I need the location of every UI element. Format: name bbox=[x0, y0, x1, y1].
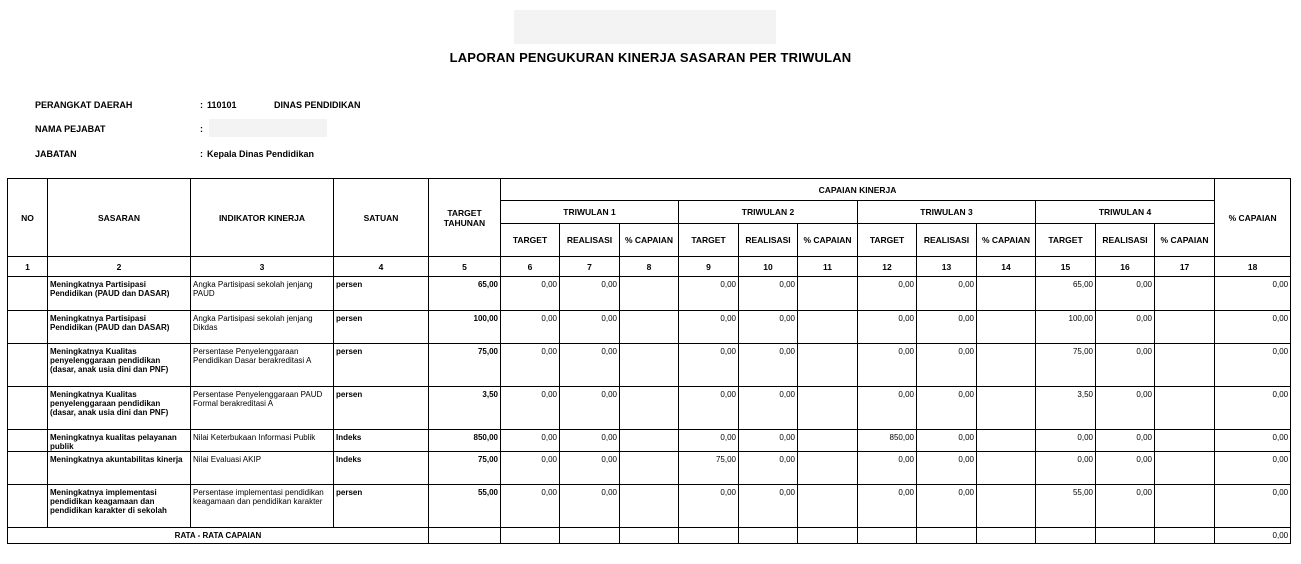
empty-cell bbox=[679, 528, 739, 544]
header-quarter: TRIWULAN 2 bbox=[679, 201, 858, 224]
table-row bbox=[8, 277, 1291, 311]
empty-cell bbox=[798, 528, 858, 544]
cell-target: 0,00 bbox=[501, 430, 560, 452]
cell-indikator: Nilai Keterbukaan Informasi Publik bbox=[191, 430, 334, 452]
header-target-tahunan: TARGET TAHUNAN bbox=[429, 179, 501, 257]
cell-pct-capaian bbox=[977, 387, 1036, 430]
header-target: TARGET bbox=[501, 224, 560, 257]
column-number: 15 bbox=[1036, 257, 1096, 277]
cell-pct-capaian bbox=[620, 311, 679, 344]
info-label: NAMA PEJABAT bbox=[35, 124, 106, 134]
cell-pct-capaian bbox=[798, 311, 858, 344]
cell-target: 0,00 bbox=[501, 452, 560, 485]
cell-realisasi: 0,00 bbox=[560, 344, 620, 387]
cell-target: 0,00 bbox=[679, 430, 739, 452]
cell-realisasi: 0,00 bbox=[917, 485, 977, 528]
column-number: 18 bbox=[1215, 257, 1291, 277]
cell-pct-capaian bbox=[798, 387, 858, 430]
cell-realisasi: 0,00 bbox=[917, 387, 977, 430]
cell-target: 850,00 bbox=[858, 430, 917, 452]
cell-no bbox=[8, 277, 48, 311]
cell-pct-capaian bbox=[977, 430, 1036, 452]
cell-realisasi: 0,00 bbox=[1096, 452, 1155, 485]
cell-realisasi: 0,00 bbox=[560, 277, 620, 311]
header-realisasi: REALISASI bbox=[560, 224, 620, 257]
cell-satuan: persen bbox=[334, 387, 429, 430]
header-realisasi: REALISASI bbox=[1096, 224, 1155, 257]
header-pct-capaian: % CAPAIAN bbox=[620, 224, 679, 257]
cell-satuan: Indeks bbox=[334, 430, 429, 452]
cell-target-tahunan: 850,00 bbox=[429, 430, 501, 452]
column-number: 16 bbox=[1096, 257, 1155, 277]
header-target: TARGET bbox=[858, 224, 917, 257]
cell-realisasi: 0,00 bbox=[917, 452, 977, 485]
cell-pct-capaian bbox=[620, 344, 679, 387]
cell-pct-capaian bbox=[977, 485, 1036, 528]
column-number: 3 bbox=[191, 257, 334, 277]
cell-satuan: persen bbox=[334, 344, 429, 387]
cell-pct-capaian bbox=[1155, 430, 1215, 452]
cell-target: 0,00 bbox=[679, 311, 739, 344]
cell-indikator: Persentase Penyelenggaraan Pendidikan Dasar berakreditasi A bbox=[191, 344, 334, 387]
info-colon: : bbox=[200, 100, 203, 110]
cell-realisasi: 0,00 bbox=[739, 485, 798, 528]
cell-satuan: Indeks bbox=[334, 452, 429, 485]
header-no: NO bbox=[8, 179, 48, 257]
cell-target: 0,00 bbox=[858, 387, 917, 430]
cell-no bbox=[8, 485, 48, 528]
cell-capaian: 0,00 bbox=[1215, 452, 1291, 485]
perangkat-code: 110101 bbox=[207, 100, 237, 110]
cell-target-tahunan: 75,00 bbox=[429, 344, 501, 387]
cell-realisasi: 0,00 bbox=[1096, 485, 1155, 528]
cell-target-tahunan: 55,00 bbox=[429, 485, 501, 528]
table-row bbox=[8, 387, 1291, 430]
cell-capaian: 0,00 bbox=[1215, 311, 1291, 344]
column-number: 13 bbox=[917, 257, 977, 277]
cell-sasaran: Meningkatnya Kualitas penyelenggaraan pendidikan (dasar, anak usia dini dan PNF) bbox=[48, 387, 191, 430]
cell-realisasi: 0,00 bbox=[1096, 311, 1155, 344]
cell-target-tahunan: 100,00 bbox=[429, 311, 501, 344]
cell-capaian: 0,00 bbox=[1215, 344, 1291, 387]
cell-realisasi: 0,00 bbox=[560, 485, 620, 528]
cell-realisasi: 0,00 bbox=[560, 430, 620, 452]
cell-pct-capaian bbox=[977, 452, 1036, 485]
cell-realisasi: 0,00 bbox=[739, 277, 798, 311]
table-row bbox=[8, 344, 1291, 387]
column-number: 1 bbox=[8, 257, 48, 277]
cell-target: 75,00 bbox=[679, 452, 739, 485]
table-row bbox=[8, 452, 1291, 485]
empty-cell bbox=[1155, 528, 1215, 544]
cell-realisasi: 0,00 bbox=[1096, 387, 1155, 430]
cell-pct-capaian bbox=[620, 387, 679, 430]
cell-realisasi: 0,00 bbox=[560, 452, 620, 485]
cell-sasaran: Meningkatnya Partisipasi Pendidikan (PAUD dan DASAR) bbox=[48, 311, 191, 344]
column-number: 4 bbox=[334, 257, 429, 277]
cell-pct-capaian bbox=[977, 277, 1036, 311]
cell-target: 0,00 bbox=[858, 311, 917, 344]
cell-pct-capaian bbox=[1155, 452, 1215, 485]
cell-realisasi: 0,00 bbox=[1096, 430, 1155, 452]
header-redacted-block bbox=[514, 10, 776, 44]
cell-pct-capaian bbox=[798, 452, 858, 485]
info-label: PERANGKAT DAERAH bbox=[35, 100, 133, 110]
cell-target: 75,00 bbox=[1036, 344, 1096, 387]
header-pct-capaian: % CAPAIAN bbox=[798, 224, 858, 257]
empty-cell bbox=[501, 528, 560, 544]
cell-target: 100,00 bbox=[1036, 311, 1096, 344]
kinerja-table bbox=[7, 178, 1291, 544]
cell-target-tahunan: 65,00 bbox=[429, 277, 501, 311]
cell-target: 3,50 bbox=[1036, 387, 1096, 430]
column-number: 17 bbox=[1155, 257, 1215, 277]
cell-target: 0,00 bbox=[679, 387, 739, 430]
cell-target: 0,00 bbox=[1036, 430, 1096, 452]
cell-satuan: persen bbox=[334, 311, 429, 344]
header-capaian-kinerja: CAPAIAN KINERJA bbox=[501, 179, 1215, 201]
perangkat-name: DINAS PENDIDIKAN bbox=[274, 100, 361, 110]
cell-target: 0,00 bbox=[858, 344, 917, 387]
cell-realisasi: 0,00 bbox=[739, 311, 798, 344]
cell-target: 0,00 bbox=[501, 277, 560, 311]
cell-capaian: 0,00 bbox=[1215, 277, 1291, 311]
header-sasaran: SASARAN bbox=[48, 179, 191, 257]
cell-realisasi: 0,00 bbox=[1096, 277, 1155, 311]
column-number: 11 bbox=[798, 257, 858, 277]
cell-indikator: Persentase Penyelenggaraan PAUD Formal berakreditasi A bbox=[191, 387, 334, 430]
cell-indikator: Angka Partisipasi sekolah jenjang Dikdas bbox=[191, 311, 334, 344]
empty-cell bbox=[977, 528, 1036, 544]
cell-sasaran: Meningkatnya Kualitas penyelenggaraan pendidikan (dasar, anak usia dini dan PNF) bbox=[48, 344, 191, 387]
cell-realisasi: 0,00 bbox=[739, 344, 798, 387]
cell-no bbox=[8, 452, 48, 485]
cell-pct-capaian bbox=[798, 344, 858, 387]
cell-no bbox=[8, 387, 48, 430]
cell-pct-capaian bbox=[1155, 387, 1215, 430]
column-number: 14 bbox=[977, 257, 1036, 277]
cell-sasaran: Meningkatnya implementasi pendidikan keagamaan dan pendidikan karakter di sekolah bbox=[48, 485, 191, 528]
cell-target: 0,00 bbox=[501, 387, 560, 430]
cell-target: 65,00 bbox=[1036, 277, 1096, 311]
cell-pct-capaian bbox=[977, 344, 1036, 387]
cell-target-tahunan: 75,00 bbox=[429, 452, 501, 485]
info-colon: : bbox=[200, 149, 203, 159]
table-row bbox=[8, 485, 1291, 528]
cell-target: 0,00 bbox=[858, 452, 917, 485]
cell-capaian: 0,00 bbox=[1215, 485, 1291, 528]
empty-cell bbox=[1036, 528, 1096, 544]
header-pct-capaian: % CAPAIAN bbox=[977, 224, 1036, 257]
cell-indikator: Angka Partisipasi sekolah jenjang PAUD bbox=[191, 277, 334, 311]
cell-pct-capaian bbox=[620, 452, 679, 485]
header-quarter: TRIWULAN 4 bbox=[1036, 201, 1215, 224]
cell-pct-capaian bbox=[798, 277, 858, 311]
cell-pct-capaian bbox=[1155, 277, 1215, 311]
cell-pct-capaian bbox=[1155, 311, 1215, 344]
empty-cell bbox=[429, 528, 501, 544]
cell-satuan: persen bbox=[334, 485, 429, 528]
empty-cell bbox=[917, 528, 977, 544]
info-colon: : bbox=[200, 124, 203, 134]
cell-pct-capaian bbox=[798, 485, 858, 528]
header-target: TARGET bbox=[1036, 224, 1096, 257]
cell-indikator: Persentase implementasi pendidikan keagamaan dan pendidikan karakter bbox=[191, 485, 334, 528]
info-label: JABATAN bbox=[35, 149, 77, 159]
cell-realisasi: 0,00 bbox=[1096, 344, 1155, 387]
cell-realisasi: 0,00 bbox=[917, 430, 977, 452]
cell-indikator: Nilai Evaluasi AKIP bbox=[191, 452, 334, 485]
cell-target: 0,00 bbox=[679, 277, 739, 311]
cell-pct-capaian bbox=[798, 430, 858, 452]
cell-no bbox=[8, 430, 48, 452]
empty-cell bbox=[620, 528, 679, 544]
cell-capaian: 0,00 bbox=[1215, 387, 1291, 430]
cell-no bbox=[8, 344, 48, 387]
cell-realisasi: 0,00 bbox=[917, 277, 977, 311]
header-quarter: TRIWULAN 1 bbox=[501, 201, 679, 224]
cell-target: 0,00 bbox=[501, 485, 560, 528]
header-realisasi: REALISASI bbox=[917, 224, 977, 257]
cell-realisasi: 0,00 bbox=[560, 311, 620, 344]
header-realisasi: REALISASI bbox=[739, 224, 798, 257]
header-target: TARGET bbox=[679, 224, 739, 257]
cell-satuan: persen bbox=[334, 277, 429, 311]
cell-realisasi: 0,00 bbox=[739, 430, 798, 452]
cell-pct-capaian bbox=[1155, 485, 1215, 528]
cell-no bbox=[8, 311, 48, 344]
cell-target: 0,00 bbox=[858, 485, 917, 528]
column-number: 7 bbox=[560, 257, 620, 277]
cell-target: 0,00 bbox=[1036, 452, 1096, 485]
rata-rata-label: RATA - RATA CAPAIAN bbox=[8, 528, 429, 544]
footer-row bbox=[8, 528, 1291, 544]
column-number: 6 bbox=[501, 257, 560, 277]
cell-target: 0,00 bbox=[501, 311, 560, 344]
cell-sasaran: Meningkatnya Partisipasi Pendidikan (PAUD dan DASAR) bbox=[48, 277, 191, 311]
cell-target: 55,00 bbox=[1036, 485, 1096, 528]
table-row bbox=[8, 311, 1291, 344]
header-pct-capaian-total: % CAPAIAN bbox=[1215, 179, 1291, 257]
cell-realisasi: 0,00 bbox=[739, 387, 798, 430]
empty-cell bbox=[858, 528, 917, 544]
rata-rata-value: 0,00 bbox=[1215, 528, 1291, 544]
empty-cell bbox=[560, 528, 620, 544]
column-number: 5 bbox=[429, 257, 501, 277]
header-pct-capaian: % CAPAIAN bbox=[1155, 224, 1215, 257]
cell-realisasi: 0,00 bbox=[560, 387, 620, 430]
table-row bbox=[8, 430, 1291, 452]
cell-realisasi: 0,00 bbox=[917, 344, 977, 387]
cell-pct-capaian bbox=[620, 277, 679, 311]
cell-pct-capaian bbox=[620, 485, 679, 528]
cell-target-tahunan: 3,50 bbox=[429, 387, 501, 430]
cell-sasaran: Meningkatnya kualitas pelayanan publik bbox=[48, 430, 191, 452]
header-satuan: SATUAN bbox=[334, 179, 429, 257]
header-quarter: TRIWULAN 3 bbox=[858, 201, 1036, 224]
cell-realisasi: 0,00 bbox=[917, 311, 977, 344]
empty-cell bbox=[1096, 528, 1155, 544]
header-indikator: INDIKATOR KINERJA bbox=[191, 179, 334, 257]
cell-capaian: 0,00 bbox=[1215, 430, 1291, 452]
cell-pct-capaian bbox=[620, 430, 679, 452]
nama-pejabat-redacted bbox=[209, 119, 327, 137]
cell-target: 0,00 bbox=[679, 344, 739, 387]
column-number: 8 bbox=[620, 257, 679, 277]
cell-target: 0,00 bbox=[501, 344, 560, 387]
cell-pct-capaian bbox=[1155, 344, 1215, 387]
cell-sasaran: Meningkatnya akuntabilitas kinerja bbox=[48, 452, 191, 485]
column-number: 12 bbox=[858, 257, 917, 277]
cell-target: 0,00 bbox=[679, 485, 739, 528]
column-number: 9 bbox=[679, 257, 739, 277]
jabatan-value: Kepala Dinas Pendidikan bbox=[207, 149, 315, 159]
report-title: LAPORAN PENGUKURAN KINERJA SASARAN PER TRIWULAN bbox=[449, 50, 852, 65]
cell-pct-capaian bbox=[977, 311, 1036, 344]
cell-realisasi: 0,00 bbox=[739, 452, 798, 485]
column-number: 2 bbox=[48, 257, 191, 277]
empty-cell bbox=[739, 528, 798, 544]
column-number: 10 bbox=[739, 257, 798, 277]
cell-target: 0,00 bbox=[858, 277, 917, 311]
